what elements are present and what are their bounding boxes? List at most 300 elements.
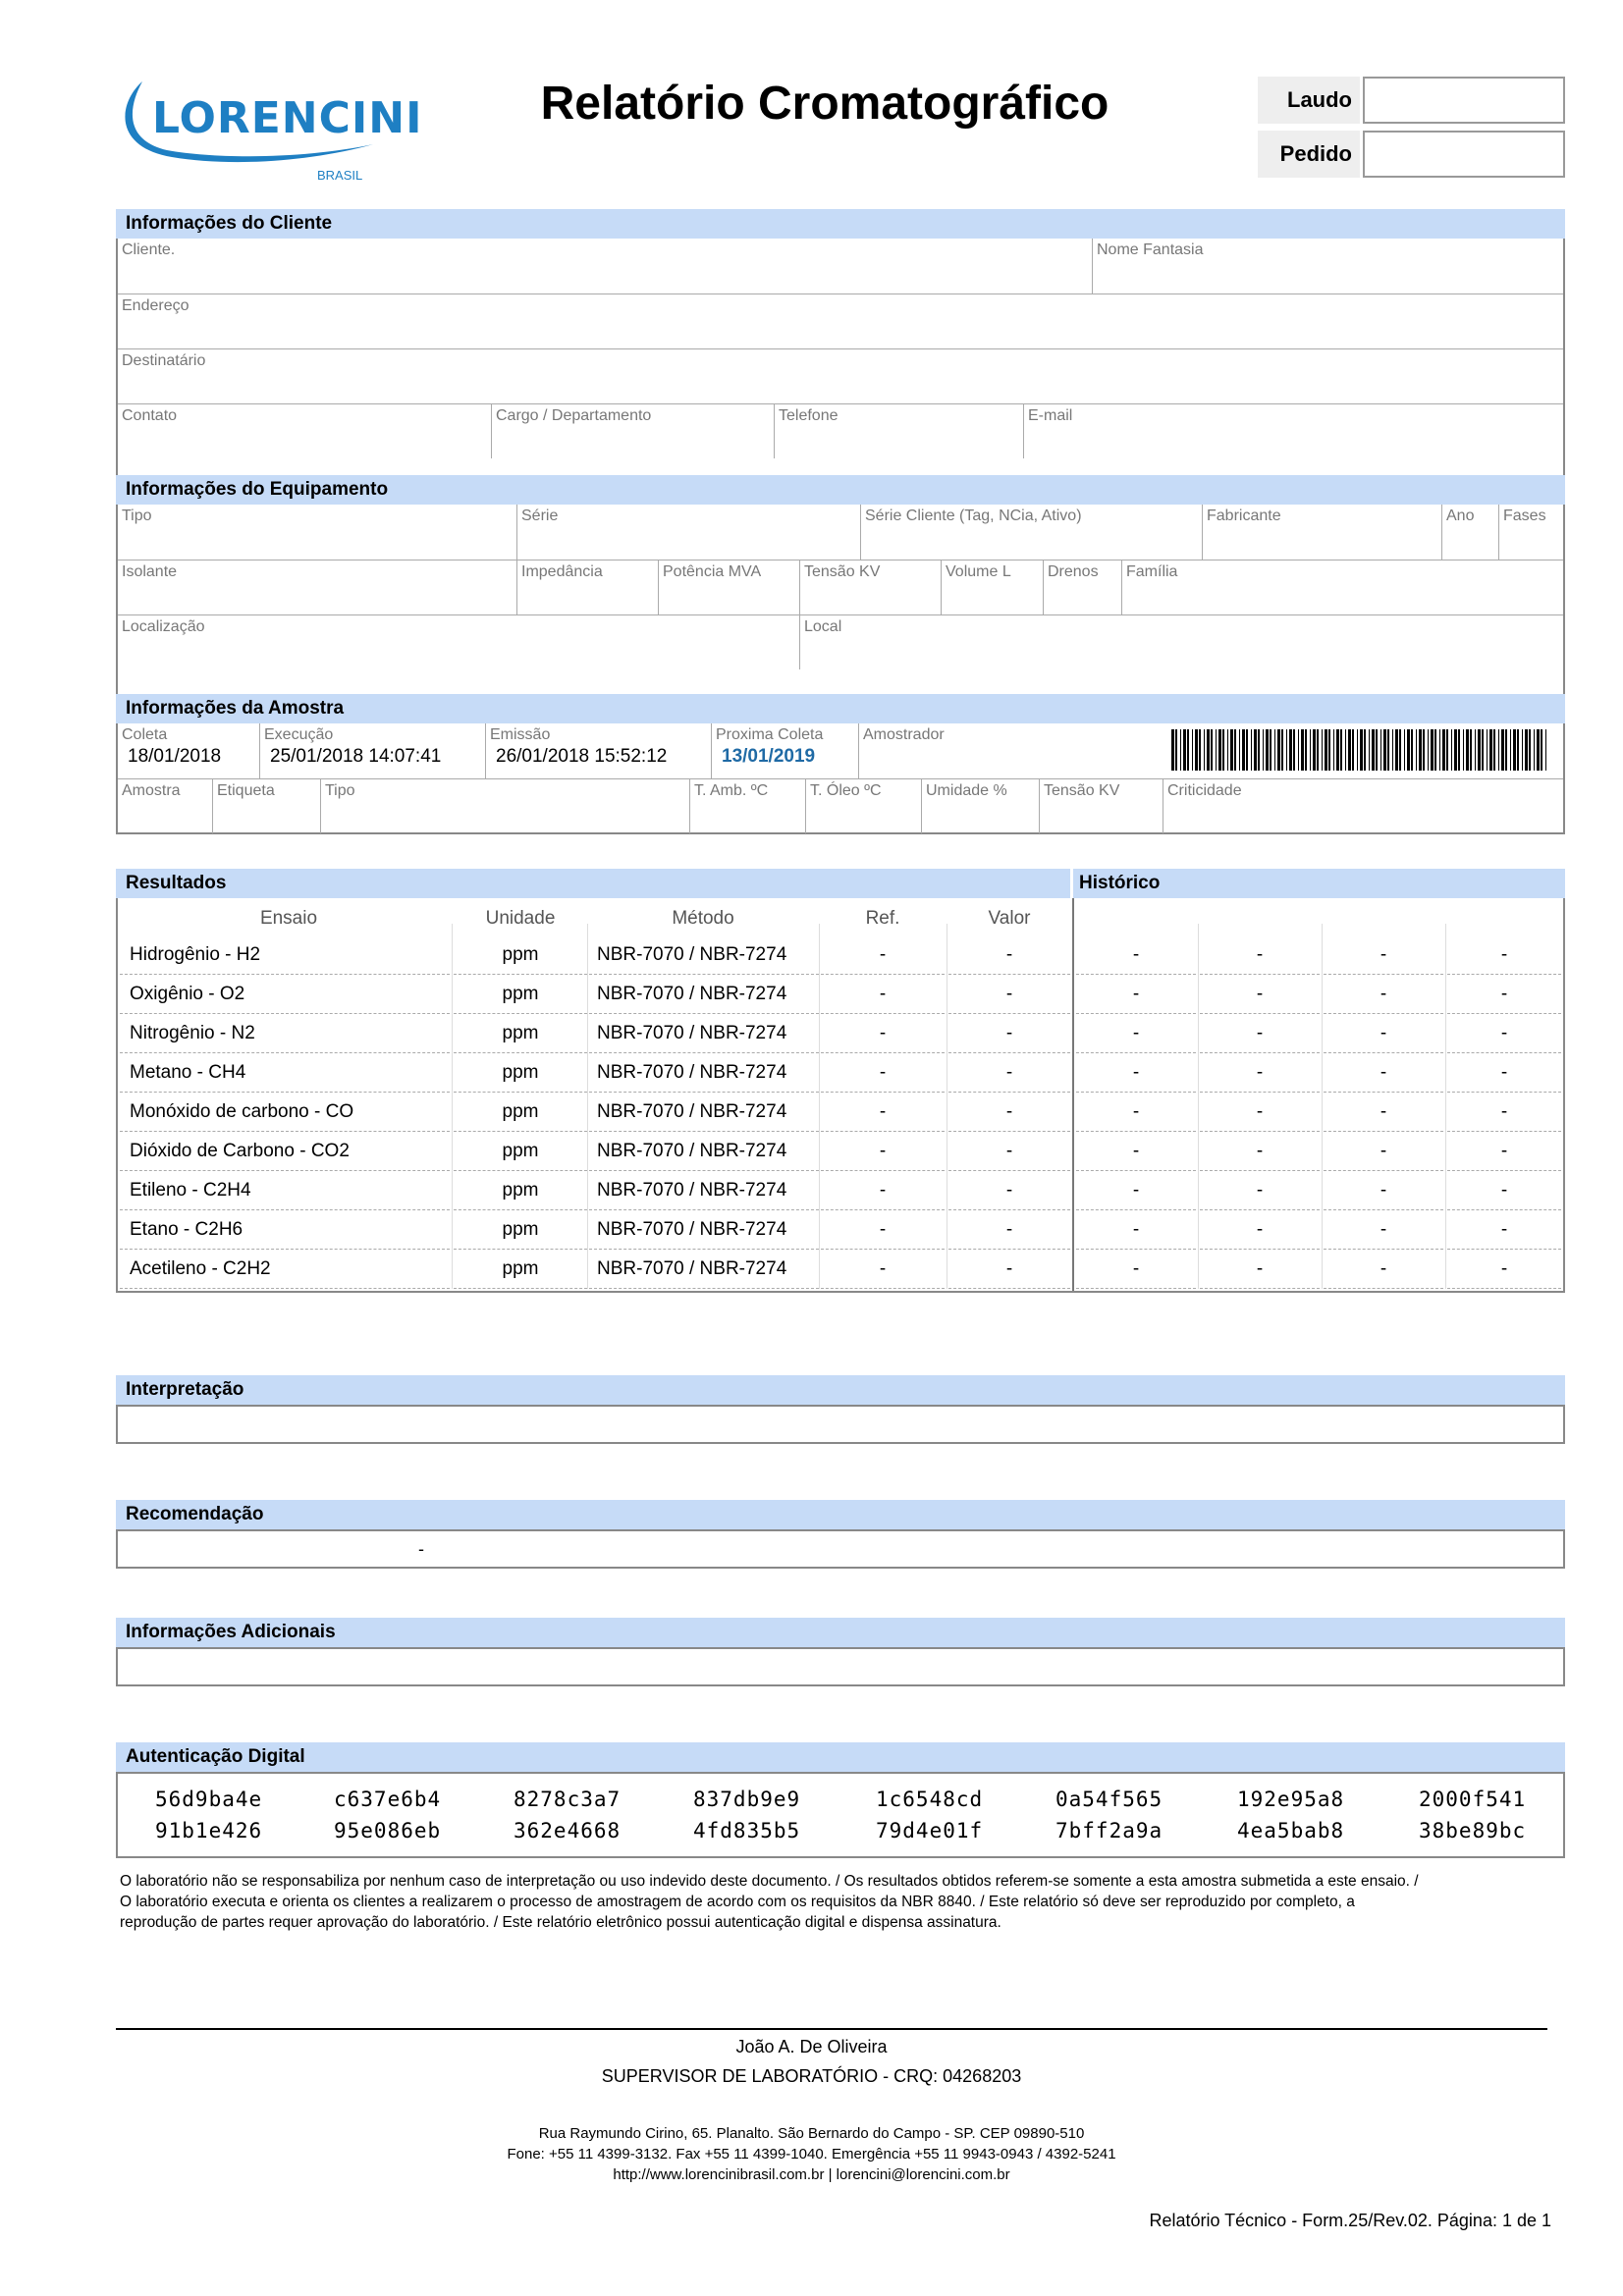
cell-h2: - bbox=[1256, 1258, 1264, 1279]
cell-metodo: NBR-7070 / NBR-7274 bbox=[597, 1141, 787, 1161]
equipamento-section bbox=[116, 475, 1565, 701]
cell-ref: - bbox=[879, 1141, 887, 1161]
barcode-bar bbox=[1419, 729, 1422, 771]
signature-line bbox=[116, 2028, 1547, 2030]
cell-h2: - bbox=[1256, 1141, 1264, 1161]
cell-h1: - bbox=[1132, 1180, 1140, 1201]
cell-h1: - bbox=[1132, 1258, 1140, 1279]
barcode-bar bbox=[1529, 729, 1531, 771]
barcode-bar bbox=[1510, 729, 1511, 771]
cell-h2: - bbox=[1256, 1180, 1264, 1201]
cell-unidade: ppm bbox=[502, 944, 539, 965]
barcode-bar bbox=[1328, 729, 1330, 771]
col-valor-header: Valor bbox=[988, 908, 1031, 929]
cell-valor: - bbox=[1005, 1101, 1013, 1122]
barcode-bar bbox=[1313, 729, 1316, 771]
cell-ref: - bbox=[879, 1180, 887, 1201]
row-separator bbox=[1200, 1288, 1320, 1289]
barcode-bar bbox=[1478, 729, 1481, 771]
cargo-label: Cargo / Departamento bbox=[496, 407, 652, 424]
barcode-bar bbox=[1404, 729, 1405, 771]
adicionais-heading: Informações Adicionais bbox=[116, 1618, 1565, 1647]
barcode-bar bbox=[1395, 729, 1398, 771]
table-row bbox=[118, 1014, 1563, 1053]
auth-code: 7bff2a9a bbox=[1055, 1819, 1163, 1842]
barcode-icon bbox=[1171, 729, 1548, 771]
cell-h3: - bbox=[1380, 1062, 1387, 1083]
col-unidade-header: Unidade bbox=[485, 908, 556, 929]
barcode-bar bbox=[1431, 729, 1434, 771]
cell-metodo: NBR-7070 / NBR-7274 bbox=[597, 984, 787, 1004]
cell-unidade: ppm bbox=[502, 1219, 539, 1240]
row-separator bbox=[948, 1288, 1070, 1289]
cell-valor: - bbox=[1005, 1023, 1013, 1043]
familia-label: Família bbox=[1126, 563, 1178, 580]
row-separator bbox=[454, 1288, 587, 1289]
barcode bbox=[1171, 729, 1548, 771]
barcode-bar bbox=[1192, 729, 1193, 771]
resultados-section bbox=[116, 869, 1565, 1293]
row-separator bbox=[821, 1288, 945, 1289]
barcode-bar bbox=[1180, 729, 1181, 771]
footer-web: http://www.lorencinibrasil.com.br | lorencini@lorencini.com.br bbox=[613, 2166, 1010, 2183]
barcode-bar bbox=[1525, 729, 1528, 771]
nome-fantasia-label: Nome Fantasia bbox=[1097, 241, 1204, 258]
coleta-value: 18/01/2018 bbox=[128, 746, 222, 767]
auth-code: c637e6b4 bbox=[334, 1788, 442, 1811]
cell-h3: - bbox=[1380, 1258, 1387, 1279]
recomendacao-heading: Recomendação bbox=[116, 1500, 1565, 1529]
barcode-bar bbox=[1360, 729, 1363, 771]
recomendacao-box bbox=[116, 1529, 1565, 1569]
cell-ensaio: Nitrogênio - N2 bbox=[130, 1023, 255, 1043]
barcode-bar bbox=[1522, 729, 1523, 771]
cell-h2: - bbox=[1256, 1101, 1264, 1122]
volume-label: Volume L bbox=[946, 563, 1011, 580]
disclaimer bbox=[120, 1871, 1573, 1933]
local-label: Local bbox=[804, 618, 842, 635]
barcode-bar bbox=[1333, 729, 1334, 771]
cell-h1: - bbox=[1132, 1023, 1140, 1043]
cell-h3: - bbox=[1380, 1101, 1387, 1122]
cell-ensaio: Oxigênio - O2 bbox=[130, 984, 245, 1004]
cell-h1: - bbox=[1132, 1219, 1140, 1240]
barcode-bar bbox=[1458, 729, 1460, 771]
amostra-label: Amostra bbox=[122, 782, 181, 799]
serie-label: Série bbox=[521, 507, 559, 524]
recomendacao-section bbox=[116, 1500, 1565, 1569]
barcode-bar bbox=[1175, 729, 1177, 771]
cell-ref: - bbox=[879, 1062, 887, 1083]
cliente-section bbox=[116, 209, 1565, 488]
interpretacao-heading: Interpretação bbox=[116, 1375, 1565, 1405]
cell-h3: - bbox=[1380, 1219, 1387, 1240]
cell-ref: - bbox=[879, 1258, 887, 1279]
cell-h4: - bbox=[1500, 1141, 1508, 1161]
cell-h3: - bbox=[1380, 1180, 1387, 1201]
barcode-bar bbox=[1407, 729, 1410, 771]
barcode-bar bbox=[1258, 729, 1260, 771]
barcode-bar bbox=[1428, 729, 1429, 771]
barcode-bar bbox=[1222, 729, 1224, 771]
laudo-label: Laudo bbox=[1258, 77, 1360, 124]
barcode-bar bbox=[1254, 729, 1257, 771]
cell-h4: - bbox=[1500, 1062, 1508, 1083]
barcode-bar bbox=[1482, 729, 1484, 771]
table-row bbox=[118, 1053, 1563, 1093]
cell-h1: - bbox=[1132, 944, 1140, 965]
disclaimer-line-3: reprodução de partes requer aprovação do laboratório. / Este relatório eletrônico possui autenticação digital e dispensa assinatura. bbox=[120, 1914, 1001, 1931]
barcode-bar bbox=[1325, 729, 1327, 771]
disclaimer-line-1: O laboratório não se responsabiliza por nenhum caso de interpretação ou uso indevido deste documento. / Os resultados obtidos referem-se somente a esta amostra submetida a este ensaio. / bbox=[120, 1873, 1419, 1890]
tamb-label: T. Amb. ºC bbox=[694, 782, 769, 799]
barcode-bar bbox=[1470, 729, 1472, 771]
barcode-bar bbox=[1211, 729, 1213, 771]
emissao-value: 26/01/2018 15:52:12 bbox=[496, 746, 668, 767]
cell-metodo: NBR-7070 / NBR-7274 bbox=[597, 1180, 787, 1201]
auth-code: 0a54f565 bbox=[1055, 1788, 1163, 1811]
cell-metodo: NBR-7070 / NBR-7274 bbox=[597, 1101, 787, 1122]
barcode-bar bbox=[1411, 729, 1413, 771]
auth-codes-box bbox=[116, 1772, 1565, 1858]
email-label: E-mail bbox=[1028, 407, 1073, 424]
barcode-bar bbox=[1475, 729, 1476, 771]
cell-h2: - bbox=[1256, 1062, 1264, 1083]
impedancia-label: Impedância bbox=[521, 563, 603, 580]
interpretacao-section bbox=[116, 1375, 1565, 1444]
cell-h4: - bbox=[1500, 1180, 1508, 1201]
barcode-bar bbox=[1454, 729, 1457, 771]
auth-code: 38be89bc bbox=[1419, 1819, 1527, 1842]
col-ensaio-header: Ensaio bbox=[259, 908, 318, 929]
auth-code: 192e95a8 bbox=[1237, 1788, 1345, 1811]
barcode-bar bbox=[1434, 729, 1436, 771]
auth-code: 91b1e426 bbox=[155, 1819, 263, 1842]
cell-valor: - bbox=[1005, 944, 1013, 965]
barcode-bar bbox=[1364, 729, 1366, 771]
results-table bbox=[116, 898, 1565, 1293]
page-title: Relatório Cromatográfico bbox=[540, 78, 1109, 130]
cell-h3: - bbox=[1380, 1023, 1387, 1043]
barcode-bar bbox=[1505, 729, 1507, 771]
barcode-bar bbox=[1466, 729, 1469, 771]
cell-ref: - bbox=[879, 944, 887, 965]
cell-h4: - bbox=[1500, 1101, 1508, 1122]
cell-h2: - bbox=[1256, 984, 1264, 1004]
cell-unidade: ppm bbox=[502, 1180, 539, 1201]
barcode-bar bbox=[1541, 729, 1542, 771]
barcode-bar bbox=[1310, 729, 1311, 771]
auth-code: 79d4e01f bbox=[876, 1819, 984, 1842]
barcode-bar bbox=[1263, 729, 1264, 771]
barcode-bar bbox=[1387, 729, 1389, 771]
cell-ensaio: Etileno - C2H4 bbox=[130, 1180, 251, 1201]
localizacao-label: Localização bbox=[122, 618, 205, 635]
barcode-bar bbox=[1239, 729, 1240, 771]
isolante-label: Isolante bbox=[122, 563, 178, 580]
cell-valor: - bbox=[1005, 1258, 1013, 1279]
cell-h1: - bbox=[1132, 1141, 1140, 1161]
barcode-bar bbox=[1227, 729, 1228, 771]
fases-label: Fases bbox=[1503, 507, 1546, 524]
emissao-label: Emissão bbox=[490, 726, 551, 743]
table-row bbox=[118, 1093, 1563, 1132]
serie-cliente-label: Série Cliente (Tag, NCia, Ativo) bbox=[865, 507, 1082, 524]
cell-unidade: ppm bbox=[502, 1023, 539, 1043]
barcode-bar bbox=[1305, 729, 1307, 771]
barcode-bar bbox=[1298, 729, 1299, 771]
barcode-bar bbox=[1380, 729, 1381, 771]
proxima-coleta-value: 13/01/2019 bbox=[722, 746, 816, 767]
disclaimer-line-2: O laboratório executa e orienta os clientes a realizarem o processo de amostragem de acordo com os requisitos da NBR 8840. / Este relatório só deve ser reproduzido por completo, a bbox=[120, 1894, 1355, 1910]
barcode-bar bbox=[1537, 729, 1540, 771]
cell-h3: - bbox=[1380, 1141, 1387, 1161]
tensao-label: Tensão KV bbox=[804, 563, 881, 580]
barcode-bar bbox=[1199, 729, 1201, 771]
barcode-bar bbox=[1218, 729, 1221, 771]
cell-ensaio: Metano - CH4 bbox=[130, 1062, 246, 1083]
cell-unidade: ppm bbox=[502, 1141, 539, 1161]
cell-metodo: NBR-7070 / NBR-7274 bbox=[597, 1219, 787, 1240]
historico-heading: Histórico bbox=[1073, 869, 1565, 898]
company-logo bbox=[113, 74, 423, 187]
row-separator bbox=[120, 1288, 450, 1289]
barcode-bar bbox=[1281, 729, 1283, 771]
table-row bbox=[118, 935, 1563, 975]
cell-h3: - bbox=[1380, 984, 1387, 1004]
cell-ref: - bbox=[879, 984, 887, 1004]
barcode-bar bbox=[1289, 729, 1292, 771]
cell-unidade: ppm bbox=[502, 1258, 539, 1279]
auth-code: 837db9e9 bbox=[693, 1788, 801, 1811]
barcode-bar bbox=[1246, 729, 1248, 771]
barcode-bar bbox=[1451, 729, 1452, 771]
barcode-bar bbox=[1322, 729, 1323, 771]
col-ref-header: Ref. bbox=[865, 908, 900, 929]
cell-h1: - bbox=[1132, 984, 1140, 1004]
contato-label: Contato bbox=[122, 407, 178, 424]
autenticacao-section bbox=[116, 1742, 1565, 1858]
cell-ensaio: Monóxido de carbono - CO bbox=[130, 1101, 354, 1122]
barcode-bar bbox=[1416, 729, 1417, 771]
barcode-bar bbox=[1376, 729, 1378, 771]
barcode-bar bbox=[1498, 729, 1499, 771]
barcode-bar bbox=[1301, 729, 1304, 771]
potencia-label: Potência MVA bbox=[663, 563, 762, 580]
footer-phones: Fone: +55 11 4399-3132. Fax +55 11 4399-1040. Emergência +55 11 9943-0943 / 4392-5241 bbox=[507, 2146, 1116, 2163]
adicionais-section bbox=[116, 1618, 1565, 1686]
cell-ref: - bbox=[879, 1101, 887, 1122]
barcode-bar bbox=[1357, 729, 1358, 771]
cell-metodo: NBR-7070 / NBR-7274 bbox=[597, 1023, 787, 1043]
cell-h1: - bbox=[1132, 1062, 1140, 1083]
cell-h4: - bbox=[1500, 1219, 1508, 1240]
barcode-bar bbox=[1463, 729, 1464, 771]
cell-metodo: NBR-7070 / NBR-7274 bbox=[597, 944, 787, 965]
footer-address: Rua Raymundo Cirino, 65. Planalto. São Bernardo do Campo - SP. CEP 09890-510 bbox=[538, 2125, 1085, 2142]
cell-metodo: NBR-7070 / NBR-7274 bbox=[597, 1258, 787, 1279]
auth-code: 362e4668 bbox=[514, 1819, 622, 1842]
barcode-bar bbox=[1383, 729, 1386, 771]
coleta-label: Coleta bbox=[122, 726, 168, 743]
cell-valor: - bbox=[1005, 984, 1013, 1004]
endereco-label: Endereço bbox=[122, 297, 189, 314]
barcode-bar bbox=[1171, 729, 1174, 771]
barcode-bar bbox=[1423, 729, 1425, 771]
signature-role: SUPERVISOR DE LABORATÓRIO - CRQ: 04268203 bbox=[601, 2066, 1022, 2086]
cell-metodo: NBR-7070 / NBR-7274 bbox=[597, 1062, 787, 1083]
barcode-bar bbox=[1399, 729, 1401, 771]
barcode-bar bbox=[1340, 729, 1342, 771]
cell-unidade: ppm bbox=[502, 1101, 539, 1122]
cell-valor: - bbox=[1005, 1062, 1013, 1083]
interpretacao-box bbox=[116, 1405, 1565, 1444]
cell-unidade: ppm bbox=[502, 1062, 539, 1083]
barcode-bar bbox=[1230, 729, 1233, 771]
col-metodo-header: Método bbox=[672, 908, 734, 929]
cell-h1: - bbox=[1132, 1101, 1140, 1122]
auth-code: 1c6548cd bbox=[876, 1788, 984, 1811]
barcode-bar bbox=[1270, 729, 1271, 771]
cell-ref: - bbox=[879, 1023, 887, 1043]
auth-code: 95e086eb bbox=[334, 1819, 442, 1842]
auth-code: 2000f541 bbox=[1419, 1788, 1527, 1811]
drenos-label: Drenos bbox=[1048, 563, 1099, 580]
table-row bbox=[118, 1132, 1563, 1171]
barcode-bar bbox=[1345, 729, 1346, 771]
cell-unidade: ppm bbox=[502, 984, 539, 1004]
resultados-heading: Resultados bbox=[116, 869, 1070, 898]
toleo-label: T. Óleo ºC bbox=[810, 782, 882, 799]
cell-ensaio: Acetileno - C2H2 bbox=[130, 1258, 271, 1279]
pedido-label: Pedido bbox=[1258, 131, 1360, 178]
auth-code: 8278c3a7 bbox=[514, 1788, 622, 1811]
fabricante-label: Fabricante bbox=[1207, 507, 1281, 524]
barcode-bar bbox=[1534, 729, 1535, 771]
amostrador-label: Amostrador bbox=[863, 726, 945, 743]
telefone-label: Telefone bbox=[779, 407, 839, 424]
cliente-heading: Informações do Cliente bbox=[116, 209, 1565, 239]
cell-h2: - bbox=[1256, 944, 1264, 965]
barcode-bar bbox=[1234, 729, 1236, 771]
amostra-section bbox=[116, 694, 1565, 834]
auth-code: 4fd835b5 bbox=[693, 1819, 801, 1842]
barcode-bar bbox=[1489, 729, 1492, 771]
auth-code: 56d9ba4e bbox=[155, 1788, 263, 1811]
destinatario-label: Destinatário bbox=[122, 352, 206, 369]
cell-ref: - bbox=[879, 1219, 887, 1240]
adicionais-box bbox=[116, 1647, 1565, 1686]
logo-wordmark: LORENCINI bbox=[152, 93, 423, 143]
row-separator bbox=[1324, 1288, 1443, 1289]
cell-h3: - bbox=[1380, 944, 1387, 965]
etiqueta-label: Etiqueta bbox=[217, 782, 275, 799]
table-row bbox=[118, 1210, 1563, 1250]
barcode-bar bbox=[1195, 729, 1198, 771]
auth-code: 4ea5bab8 bbox=[1237, 1819, 1345, 1842]
barcode-bar bbox=[1545, 729, 1546, 771]
cell-ensaio: Hidrogênio - H2 bbox=[130, 944, 261, 965]
execucao-label: Execução bbox=[264, 726, 334, 743]
cell-h2: - bbox=[1256, 1219, 1264, 1240]
proxima-coleta-label: Proxima Coleta bbox=[716, 726, 824, 743]
barcode-bar bbox=[1513, 729, 1516, 771]
barcode-bar bbox=[1183, 729, 1186, 771]
barcode-bar bbox=[1446, 729, 1448, 771]
barcode-bar bbox=[1317, 729, 1319, 771]
row-separator bbox=[1447, 1288, 1561, 1289]
barcode-bar bbox=[1216, 729, 1217, 771]
cell-valor: - bbox=[1005, 1141, 1013, 1161]
barcode-bar bbox=[1277, 729, 1280, 771]
equipamento-heading: Informações do Equipamento bbox=[116, 475, 1565, 505]
laudo-field[interactable] bbox=[1363, 77, 1565, 124]
barcode-bar bbox=[1348, 729, 1351, 771]
barcode-bar bbox=[1251, 729, 1252, 771]
tipo-amostra-label: Tipo bbox=[325, 782, 355, 799]
cell-ensaio: Etano - C2H6 bbox=[130, 1219, 243, 1240]
page-info: Relatório Técnico - Form.25/Rev.02. Página: 1 de 1 bbox=[1149, 2211, 1551, 2230]
barcode-bar bbox=[1372, 729, 1375, 771]
cell-h4: - bbox=[1500, 1023, 1508, 1043]
barcode-bar bbox=[1501, 729, 1504, 771]
barcode-bar bbox=[1274, 729, 1275, 771]
tipo-label: Tipo bbox=[122, 507, 152, 524]
barcode-bar bbox=[1266, 729, 1269, 771]
execucao-value: 25/01/2018 14:07:41 bbox=[270, 746, 442, 767]
barcode-bar bbox=[1369, 729, 1370, 771]
barcode-bar bbox=[1187, 729, 1189, 771]
cliente-label: Cliente. bbox=[122, 241, 176, 258]
cell-h4: - bbox=[1500, 1258, 1508, 1279]
barcode-bar bbox=[1493, 729, 1495, 771]
table-row bbox=[118, 1171, 1563, 1210]
recomendacao-value: - bbox=[418, 1539, 424, 1559]
barcode-bar bbox=[1336, 729, 1339, 771]
cell-ensaio: Dióxido de Carbono - CO2 bbox=[130, 1141, 350, 1161]
logo-subtitle: BRASIL bbox=[317, 168, 363, 183]
criticidade-label: Criticidade bbox=[1167, 782, 1242, 799]
cell-valor: - bbox=[1005, 1219, 1013, 1240]
cell-h2: - bbox=[1256, 1023, 1264, 1043]
barcode-bar bbox=[1392, 729, 1393, 771]
barcode-bar bbox=[1293, 729, 1295, 771]
barcode-bar bbox=[1242, 729, 1245, 771]
ano-label: Ano bbox=[1446, 507, 1475, 524]
barcode-bar bbox=[1442, 729, 1445, 771]
row-separator bbox=[1076, 1288, 1196, 1289]
barcode-bar bbox=[1204, 729, 1205, 771]
table-row bbox=[118, 1250, 1563, 1289]
tensao-amostra-label: Tensão KV bbox=[1044, 782, 1120, 799]
cell-h4: - bbox=[1500, 984, 1508, 1004]
barcode-bar bbox=[1352, 729, 1354, 771]
cell-h4: - bbox=[1500, 944, 1508, 965]
umidade-label: Umidade % bbox=[926, 782, 1007, 799]
barcode-bar bbox=[1286, 729, 1287, 771]
signature-name: João A. De Oliveira bbox=[735, 2037, 888, 2056]
barcode-bar bbox=[1517, 729, 1519, 771]
barcode-bar bbox=[1439, 729, 1440, 771]
table-row bbox=[118, 975, 1563, 1014]
cell-valor: - bbox=[1005, 1180, 1013, 1201]
barcode-bar bbox=[1487, 729, 1488, 771]
barcode-bar bbox=[1207, 729, 1210, 771]
row-separator bbox=[589, 1288, 819, 1289]
pedido-field[interactable] bbox=[1363, 131, 1565, 178]
amostra-heading: Informações da Amostra bbox=[116, 694, 1565, 723]
autenticacao-heading: Autenticação Digital bbox=[116, 1742, 1565, 1772]
